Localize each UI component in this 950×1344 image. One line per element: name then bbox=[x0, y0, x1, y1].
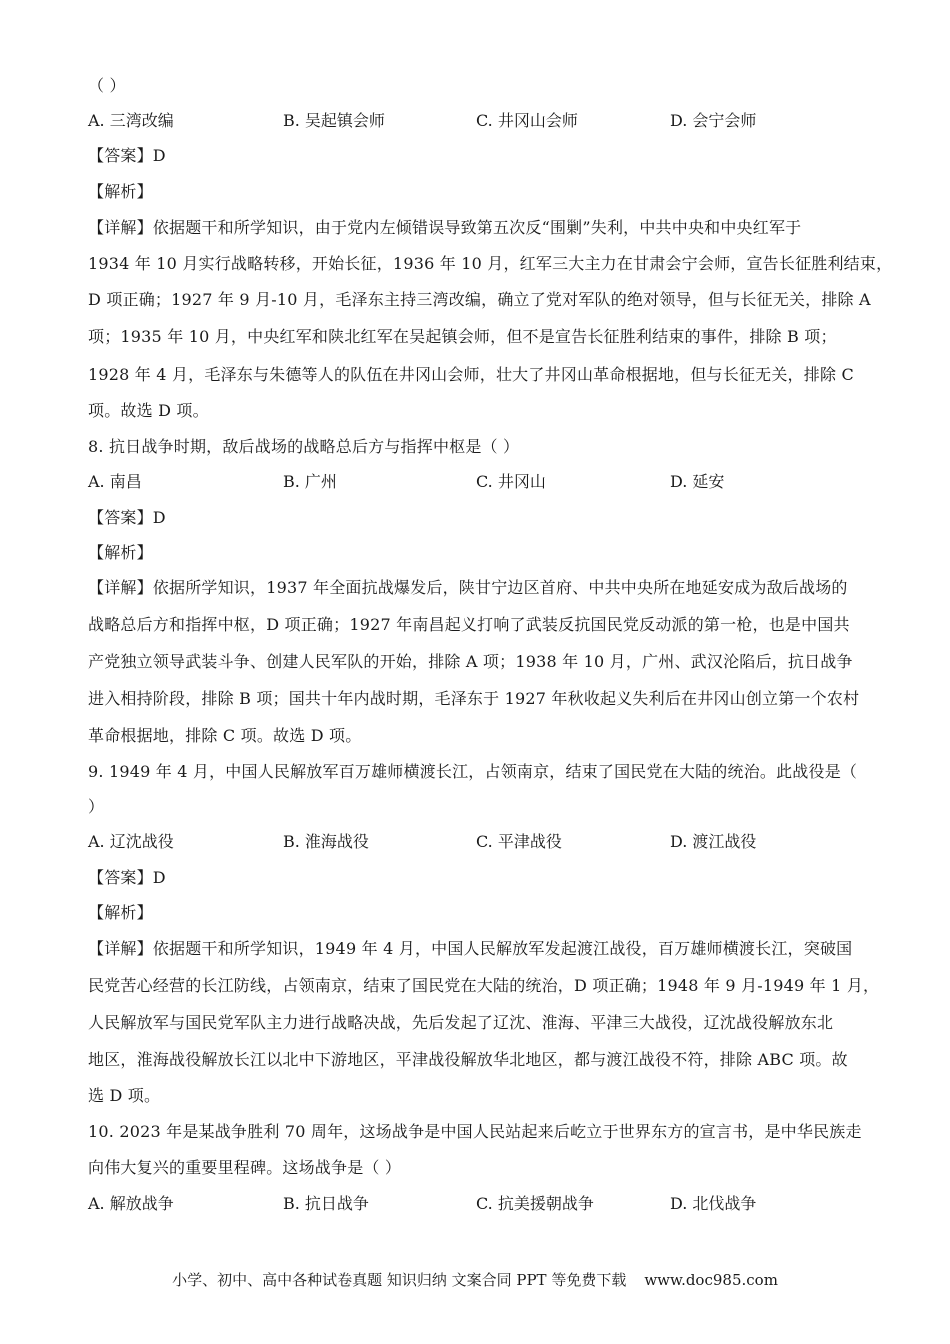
q8-detail-line: 【详解】依据所学知识，1937 年全面抗战爆发后，陕甘宁边区首府、中共中央所在地延安成为敌后战场的 bbox=[88, 578, 848, 597]
q7-detail-line: 项；1935 年 10 月，中央红军和陕北红军在吴起镇会师，但不是宣告长征胜利结束的事件，排除 B 项； bbox=[88, 327, 837, 346]
q10-option-b: B. 抗日战争 bbox=[283, 1194, 369, 1213]
q9-detail-line: 【详解】依据题干和所学知识，1949 年 4 月，中国人民解放军发起渡江战役，百万雄师横渡长江，突破国 bbox=[88, 939, 853, 958]
q7-option-d: D. 会宁会师 bbox=[670, 111, 757, 130]
footer-url[interactable]: www.doc985.com bbox=[644, 1271, 778, 1289]
page-footer bbox=[0, 1270, 950, 1290]
q7-detail-line: 项。故选 D 项。 bbox=[88, 401, 209, 420]
q9-option-b: B. 淮海战役 bbox=[283, 832, 369, 851]
q9-option-c: C. 平津战役 bbox=[476, 832, 562, 851]
q9-option-a: A. 辽沈战役 bbox=[88, 832, 174, 851]
q8-options bbox=[88, 472, 878, 492]
q8-stem: 8. 抗日战争时期，敌后战场的战略总后方与指挥中枢是（ ） bbox=[88, 437, 520, 456]
q10-options bbox=[88, 1194, 878, 1214]
q10-stem-line: 向伟大复兴的重要里程碑。这场战争是（ ） bbox=[88, 1158, 402, 1177]
q9-stem-line: ） bbox=[88, 797, 105, 816]
q8-answer: 【答案】D bbox=[88, 508, 166, 527]
q9-options bbox=[88, 832, 878, 852]
q7-options bbox=[88, 111, 878, 131]
q9-detail-line: 地区，淮海战役解放长江以北中下游地区，平津战役解放华北地区，都与渡江战役不符，排除 ABC 项。故 bbox=[88, 1050, 848, 1069]
q7-option-c: C. 井冈山会师 bbox=[476, 111, 578, 130]
q9-stem-line: 9. 1949 年 4 月，中国人民解放军百万雄师横渡长江，占领南京，结束了国民党在大陆的统治。此战役是（ bbox=[88, 762, 858, 781]
q8-option-b: B. 广州 bbox=[283, 472, 337, 491]
q8-detail-line: 进入相持阶段，排除 B 项；国共十年内战时期，毛泽东于 1927 年秋收起义失利后在井冈山创立第一个农村 bbox=[88, 689, 860, 708]
q9-detail-line: 人民解放军与国民党军队主力进行战略决战，先后发起了辽沈、淮海、平津三大战役，辽沈战役解放东北 bbox=[88, 1013, 834, 1032]
q7-detail-line: 【详解】依据题干和所学知识，由于党内左倾错误导致第五次反“围剿”失利，中共中央和中央红军于 bbox=[88, 218, 802, 237]
q9-analysis-label: 【解析】 bbox=[88, 903, 153, 922]
q10-option-d: D. 北伐战争 bbox=[670, 1194, 757, 1213]
q8-detail-line: 革命根据地，排除 C 项。故选 D 项。 bbox=[88, 726, 362, 745]
q8-detail-line: 产党独立领导武装斗争、创建人民军队的开始，排除 A 项；1938 年 10 月，广州、武汉沦陷后，抗日战争 bbox=[88, 652, 853, 671]
q8-option-a: A. 南昌 bbox=[88, 472, 142, 491]
q10-stem-line: 10. 2023 年是某战争胜利 70 周年，这场战争是中国人民站起来后屹立于世界东方的宣言书，是中华民族走 bbox=[88, 1122, 862, 1141]
q7-detail-line: 1928 年 4 月，毛泽东与朱德等人的队伍在井冈山会师，壮大了井冈山革命根据地，但与长征无关，排除 C bbox=[88, 365, 854, 384]
q7-analysis-label: 【解析】 bbox=[88, 182, 153, 201]
q7-answer: 【答案】D bbox=[88, 146, 166, 165]
q7-option-a: A. 三湾改编 bbox=[88, 111, 174, 130]
q9-detail-line: 民党苦心经营的长江防线，占领南京，结束了国民党在大陆的统治，D 项正确；1948 年 9 月-1949 年 1 月， bbox=[88, 976, 880, 995]
q7-detail-line: D 项正确；1927 年 9 月-10 月，毛泽东主持三湾改编，确立了党对军队的绝对领导，但与长征无关，排除 A bbox=[88, 290, 871, 309]
q8-option-c: C. 井冈山 bbox=[476, 472, 546, 491]
q7-detail-line: 1934 年 10 月实行战略转移，开始长征，1936 年 10 月，红军三大主力在甘肃会宁会师，宣告长征胜利结束， bbox=[88, 254, 893, 273]
footer-text: 小学、初中、高中各种试卷真题 知识归纳 文案合同 PPT 等免费下载 bbox=[172, 1271, 627, 1289]
q7-option-b: B. 吴起镇会师 bbox=[283, 111, 385, 130]
q7-stem-end: （ ） bbox=[88, 76, 126, 95]
q10-option-c: C. 抗美援朝战争 bbox=[476, 1194, 594, 1213]
q8-analysis-label: 【解析】 bbox=[88, 543, 153, 562]
q8-detail-line: 战略总后方和指挥中枢，D 项正确；1927 年南昌起义打响了武装反抗国民党反动派的第一枪，也是中国共 bbox=[88, 615, 850, 634]
q9-answer: 【答案】D bbox=[88, 868, 166, 887]
q9-detail-line: 选 D 项。 bbox=[88, 1086, 161, 1105]
q8-option-d: D. 延安 bbox=[670, 472, 725, 491]
q9-option-d: D. 渡江战役 bbox=[670, 832, 757, 851]
q10-option-a: A. 解放战争 bbox=[88, 1194, 174, 1213]
